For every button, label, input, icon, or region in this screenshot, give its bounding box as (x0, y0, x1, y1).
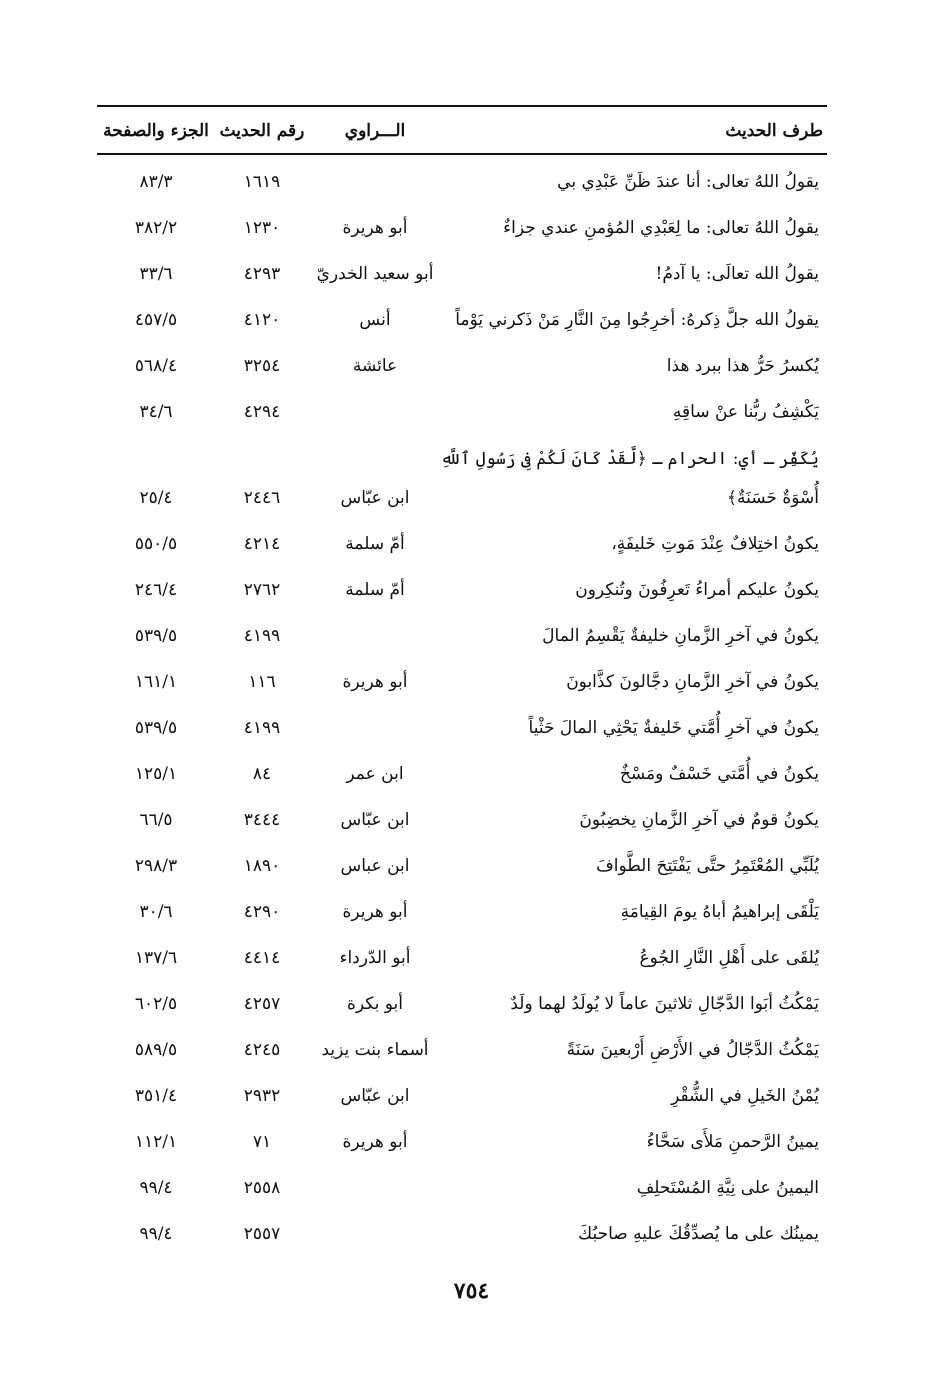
raqm-cell: ٤١٩٩ (243, 626, 281, 646)
juz-cell: ٦٦/٥ (139, 810, 173, 830)
raqm-cell: ٤١٢٠ (243, 310, 281, 330)
header-raqm: رقم الحديث (219, 121, 305, 141)
table-row (97, 797, 827, 843)
table-row (97, 751, 827, 797)
juz-cell: ٤٥٧/٥ (134, 310, 178, 330)
raqm-cell: ٤٢٩٣ (243, 264, 281, 284)
table-row (97, 343, 827, 389)
tarf-cell: يَلْقَى إبراهيمُ أباهُ يومَ القِيامَةِ (620, 902, 819, 922)
table-row (97, 889, 827, 935)
raqm-cell: ٨٤ (252, 764, 272, 784)
rawi-cell: أسماء بنت يزيد (321, 1040, 429, 1060)
rawi-cell: أمّ سلمة (345, 580, 405, 600)
table-row (97, 705, 827, 751)
tarf-cell: يكونُ في آخرِ الزَّمانِ خليفةٌ يَقْسِمُ المالَ (542, 626, 819, 646)
rawi-cell: أبو بكرة (346, 994, 404, 1014)
tarf-cell: يكونُ اختِلافٌ عِنْدَ مَوتِ خَليفَةٍ، (611, 534, 819, 554)
raqm-cell: ٤٢١٤ (243, 534, 281, 554)
juz-cell: ٦٠٢/٥ (134, 994, 178, 1014)
raqm-cell: ٤٢٩٠ (243, 902, 281, 922)
tarf-cell: يُكسرُ حَرُّ هذا ببرد هذا (666, 356, 819, 376)
rawi-cell: عائشة (352, 356, 398, 376)
table-row (97, 843, 827, 889)
rawi-cell: أبو هريرة (342, 1132, 408, 1152)
rawi-cell (310, 613, 440, 659)
table-row (97, 251, 827, 297)
tarf-cell: يقولُ الله تعالَى: يا آدمُ! (655, 264, 819, 284)
tarf-cell: يكونُ عليكم أمراءُ تَعرِفُونَ وتُنكِرون (575, 580, 819, 600)
juz-cell: ١١٢/١ (134, 1132, 178, 1152)
header-rawi: الـــراوي (344, 121, 406, 141)
table-row (97, 613, 827, 659)
raqm-cell: ٣٢٥٤ (243, 356, 281, 376)
juz-cell: ١٦١/١ (134, 672, 178, 692)
raqm-cell: ٢٩٣٢ (243, 1086, 281, 1106)
juz-cell: ٥٦٨/٤ (134, 356, 178, 376)
table-row (97, 1165, 827, 1211)
juz-cell: ٥٥٠/٥ (134, 534, 178, 554)
juz-cell: ٣٣/٦ (139, 264, 173, 284)
rawi-cell: أنس (359, 310, 391, 330)
tarf-cell: يُلقَى على أَهْلِ النَّارِ الجُوعُ (639, 948, 819, 968)
table-row (97, 981, 827, 1027)
raqm-cell: ١٦١٩ (243, 172, 281, 192)
juz-cell: ٢٤٦/٤ (134, 580, 178, 600)
tarf-cell: يكونُ قومٌ في آخرِ الزَّمانِ يخضِبُونَ (579, 810, 819, 830)
table-row (97, 659, 827, 705)
raqm-cell: ٤٤١٤ (243, 948, 281, 968)
table-row (97, 1027, 827, 1073)
rawi-cell: أمّ سلمة (345, 534, 405, 554)
rawi-cell: ابن عبّاس (340, 1086, 410, 1106)
rawi-cell: أبو سعيد الخدريّ (316, 264, 434, 284)
tarf-cell: يكونُ في أُمَّتي خَسْفٌ ومَسْخٌ (619, 764, 819, 784)
tarf-cell: يُكَفِّر ـ أي: الحرام ـ ﴿لَّقَدْ كَانَ لَكُمْ فِى رَسُولِ ٱللَّهِ (440, 449, 819, 469)
rawi-cell (310, 1211, 440, 1257)
page-number: ٧٥٤ (453, 1278, 490, 1304)
header-juz: الجزء والصفحة (103, 121, 209, 141)
rawi-cell: أبو هريرة (342, 902, 408, 922)
raqm-cell: ٣٤٤٤ (243, 810, 281, 830)
rawi-cell: ابن عبّاس (340, 488, 410, 508)
raqm-cell: ٢٥٥٧ (243, 1224, 281, 1244)
raqm-cell: ٢٧٦٢ (243, 580, 281, 600)
table-row (97, 205, 827, 251)
table-row (97, 1211, 827, 1257)
tarf-cell: يَكْشِفُ ربُّنا عنْ ساقِهِ (672, 402, 819, 422)
juz-cell: ٥٨٩/٥ (134, 1040, 178, 1060)
rawi-cell (310, 159, 440, 205)
raqm-cell: ٢٥٥٨ (243, 1178, 281, 1198)
juz-cell: ٥٣٩/٥ (134, 718, 178, 738)
table-row (97, 1073, 827, 1119)
rawi-cell: أبو هريرة (342, 218, 408, 238)
juz-cell: ١٣٧/٦ (134, 948, 178, 968)
table-row (97, 1119, 827, 1165)
tarf-cell: يُلَبِّي المُعْتَمِرُ حتَّى يَفْتَتِحَ الطَّوافَ (596, 856, 819, 876)
raqm-cell: ١١٦ (248, 672, 276, 692)
raqm-cell: ١٨٩٠ (243, 856, 281, 876)
rawi-cell (310, 1165, 440, 1211)
tarf-cell: يكونُ في آخرِ أُمَّتي خَليفةٌ يَحْثِي المالَ حَثْياً (528, 718, 819, 738)
raqm-cell: ٢٤٤٦ (243, 488, 281, 508)
raqm-cell: ١٢٣٠ (243, 218, 281, 238)
tarf-cell: يَمْكُثُ أبَوا الدَّجّالِ ثلاثينَ عاماً لا يُولَدُ لهما ولَدٌ (510, 994, 819, 1014)
rawi-cell: أبو هريرة (342, 672, 408, 692)
rawi-cell (310, 389, 440, 435)
tarf-cell: يُمْنُ الخَيلِ في الشُّقْرِ (671, 1086, 819, 1106)
table-row (97, 521, 827, 567)
juz-cell: ٣٥١/٤ (134, 1086, 178, 1106)
tarf-cell: يقولُ اللهُ تعالى: ما لِعَبْدِي المُؤمنِ عندي جزاءٌ (503, 218, 819, 238)
tarf-cell: يكونُ في آخرِ الزَّمانِ دجَّالونَ كذَّابونَ (566, 672, 819, 692)
rawi-cell (310, 705, 440, 751)
juz-cell: ٣٠/٦ (139, 902, 173, 922)
juz-cell: ٨٣/٣ (139, 172, 173, 192)
table-row (97, 297, 827, 343)
rawi-cell: أبو الدّرداء (339, 948, 411, 968)
juz-cell: ٩٩/٤ (139, 1224, 173, 1244)
top-rule (97, 105, 827, 107)
tarf-cell: يَمْكُثُ الدَّجّالُ في الأَرْضِ أَرْبعينَ سَنَةً (566, 1040, 819, 1060)
quran-entry-line1 (97, 440, 827, 478)
juz-cell: ٢٥/٤ (139, 488, 173, 508)
raqm-cell: ٤١٩٩ (243, 718, 281, 738)
table-row (97, 567, 827, 613)
raqm-cell: ٧١ (252, 1132, 272, 1152)
header-rule (97, 153, 827, 155)
rawi-cell: ابن عبّاس (340, 810, 410, 830)
table-row (97, 935, 827, 981)
table-row (97, 475, 827, 521)
juz-cell: ٩٩/٤ (139, 1178, 173, 1198)
table-row (97, 159, 827, 205)
raqm-cell: ٤٢٥٧ (243, 994, 281, 1014)
juz-cell: ٢٩٨/٣ (134, 856, 178, 876)
rawi-cell: ابن عمر (346, 764, 404, 784)
table-row (97, 389, 827, 435)
rawi-cell: ابن عباس (340, 856, 410, 876)
tarf-cell: اليمينُ على نِيَّةِ المُسْتَحلِفِ (636, 1178, 819, 1198)
juz-cell: ٥٣٩/٥ (134, 626, 178, 646)
tarf-cell: يقولُ الله جلَّ ذِكرهُ: أخرِجُوا مِنَ النَّارِ مَنْ ذَكرني يَوْماً (455, 310, 819, 330)
raqm-cell: ٤٢٩٤ (243, 402, 281, 422)
tarf-cell: يمينُك على ما يُصدِّقُكَ عليهِ صاحبُكَ (578, 1224, 819, 1244)
header-tarf: طرف الحديث (725, 121, 823, 141)
tarf-cell: يمينُ الرَّحمنِ مَلأَى سَحَّاءُ (646, 1132, 819, 1152)
tarf-cell: يقولُ اللهُ تعالى: أنا عندَ ظَنِّ عَبْدِي بي (557, 172, 819, 192)
juz-cell: ٣٨٢/٢ (134, 218, 178, 238)
juz-cell: ٣٤/٦ (139, 402, 173, 422)
raqm-cell: ٤٢٤٥ (243, 1040, 281, 1060)
juz-cell: ١٢٥/١ (134, 764, 178, 784)
tarf-cell: أُسْوَةٌ حَسَنَةٌ﴾ (727, 488, 819, 508)
